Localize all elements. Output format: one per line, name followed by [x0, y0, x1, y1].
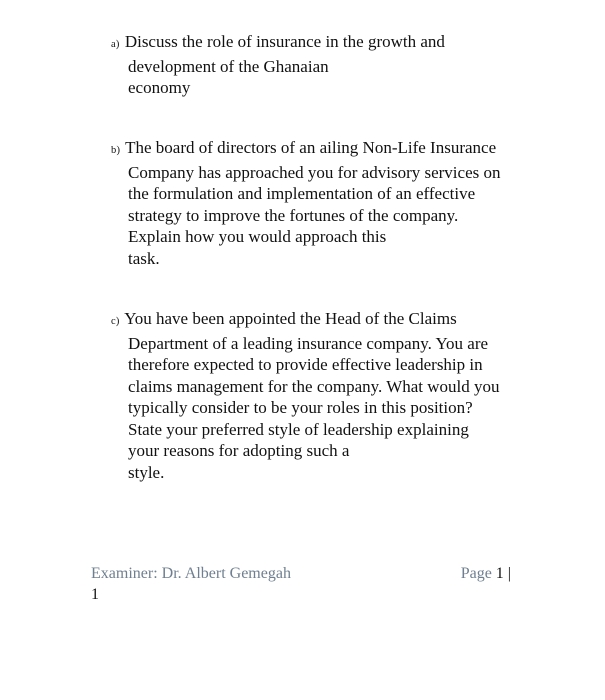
question-b-marker: b): [111, 145, 121, 156]
question-b-line-5: Explain how you would approach this: [128, 227, 387, 246]
question-c-line-3: therefore expected to provide effective leadership in: [128, 355, 483, 374]
question-a-line-1: a) Discuss the role of insurance in the growth and: [111, 32, 445, 51]
page-indicator: [461, 564, 511, 584]
question-c-line-6: State your preferred style of leadership explaining: [128, 419, 469, 439]
question-c: [111, 308, 500, 483]
question-b-line-6: task.: [128, 248, 160, 268]
question-b-line-4: strategy to improve the fortunes of the company.: [128, 205, 459, 225]
question-c-line-1: c) You have been appointed the Head of the Claims: [111, 309, 457, 328]
examiner-name: Examiner: Dr. Albert Gemegah: [91, 565, 291, 582]
question-c-line-4: claims management for the company. What would you: [128, 376, 500, 396]
question-c-line-5: typically consider to be your roles in this position?: [128, 398, 473, 417]
question-c-marker: c): [111, 316, 120, 327]
question-a-line-2: development of the Ghanaian: [128, 56, 329, 76]
question-b: [111, 137, 500, 269]
question-c-line-7: your reasons for adopting such a: [128, 441, 350, 460]
question-b-line-1: b) The board of directors of an ailing Non-Life Insurance: [111, 138, 497, 157]
page-number: 1: [495, 565, 504, 582]
question-c-line-2: Department of a leading insurance company. You are: [128, 333, 489, 353]
question-b-line-3: the formulation and implementation of an effective: [128, 184, 476, 203]
question-a-marker: a): [111, 39, 120, 50]
page-separator: |: [507, 565, 511, 582]
question-a: [111, 31, 445, 99]
page-label: Page: [460, 565, 492, 582]
question-c-line-8: style.: [128, 462, 165, 482]
page-number-continuation: 1: [91, 586, 99, 603]
question-a-line-3: economy: [128, 78, 191, 97]
question-b-line-2: Company has approached you for advisory services on: [128, 162, 501, 182]
